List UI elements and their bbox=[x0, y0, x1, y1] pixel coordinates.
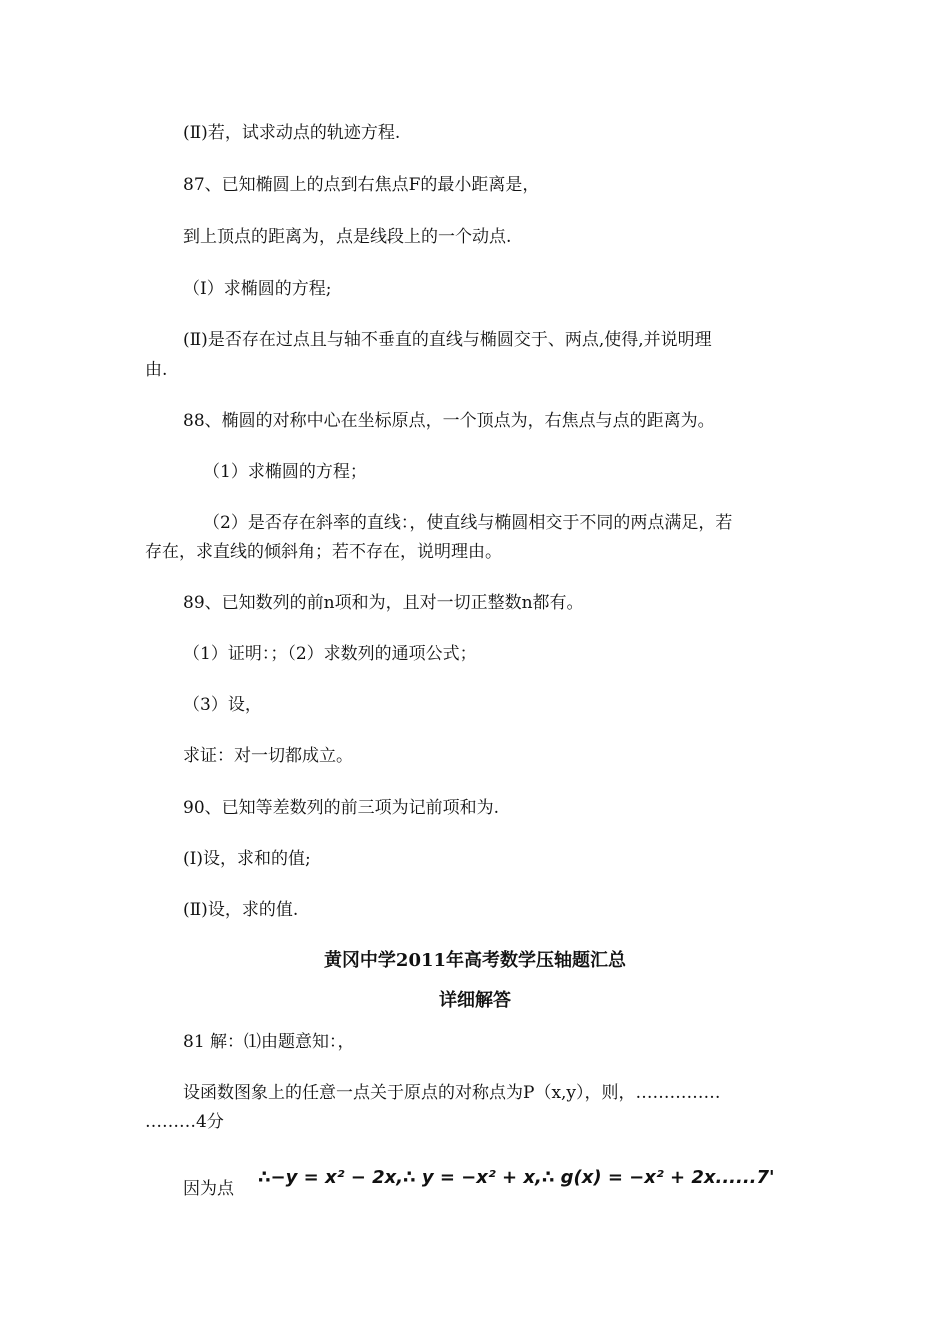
text-line: 88、椭圆的对称中心在坐标原点，一个顶点为，右焦点与点的距离为。 bbox=[183, 411, 715, 431]
formula-equation: ∴−y = x² − 2x,∴ y = −x² + x,∴ g(x) = −x² + 2x......7' bbox=[258, 1167, 775, 1188]
section-subtitle: 详细解答 bbox=[439, 990, 511, 1011]
text-line: 87、已知椭圆上的点到右焦点F的最小距离是， bbox=[183, 175, 540, 195]
answer-line: 因为点 bbox=[183, 1179, 234, 1199]
answer-line: ………4分 bbox=[145, 1112, 224, 1132]
answer-line: 81 解：⑴由题意知：， bbox=[183, 1032, 355, 1052]
text-line: (Ⅱ)设，求的值. bbox=[183, 900, 299, 920]
text-line: 90、已知等差数列的前三项为记前项和为. bbox=[183, 798, 500, 818]
text-line: 求证：对一切都成立。 bbox=[183, 746, 353, 766]
answer-line: 设函数图象上的任意一点关于原点的对称点为P（x,y），则，…………… bbox=[183, 1083, 721, 1103]
section-title: 黄冈中学2011年高考数学压轴题汇总 bbox=[323, 950, 627, 971]
text-line: （2）是否存在斜率的直线：，使直线与椭圆相交于不同的两点满足，若 bbox=[203, 513, 733, 533]
text-line: 由. bbox=[145, 360, 168, 380]
text-line: (Ⅰ)设，求和的值; bbox=[183, 849, 311, 869]
text-line: （3）设， bbox=[183, 695, 262, 715]
text-line: 89、已知数列的前n项和为，且对一切正整数n都有。 bbox=[183, 593, 584, 613]
text-line: （1）证明：；（2）求数列的通项公式； bbox=[183, 644, 477, 664]
text-line: 存在，求直线的倾斜角；若不存在，说明理由。 bbox=[145, 542, 502, 562]
text-line: (Ⅱ)是否存在过点且与轴不垂直的直线与椭圆交于、两点,使得,并说明理 bbox=[183, 330, 712, 350]
text-line: （1）求椭圆的方程； bbox=[203, 462, 367, 482]
text-line: (Ⅱ)若，试求动点的轨迹方程. bbox=[183, 123, 401, 143]
text-line: 到上顶点的距离为，点是线段上的一个动点. bbox=[183, 227, 512, 247]
text-line: （I）求椭圆的方程; bbox=[183, 279, 332, 299]
